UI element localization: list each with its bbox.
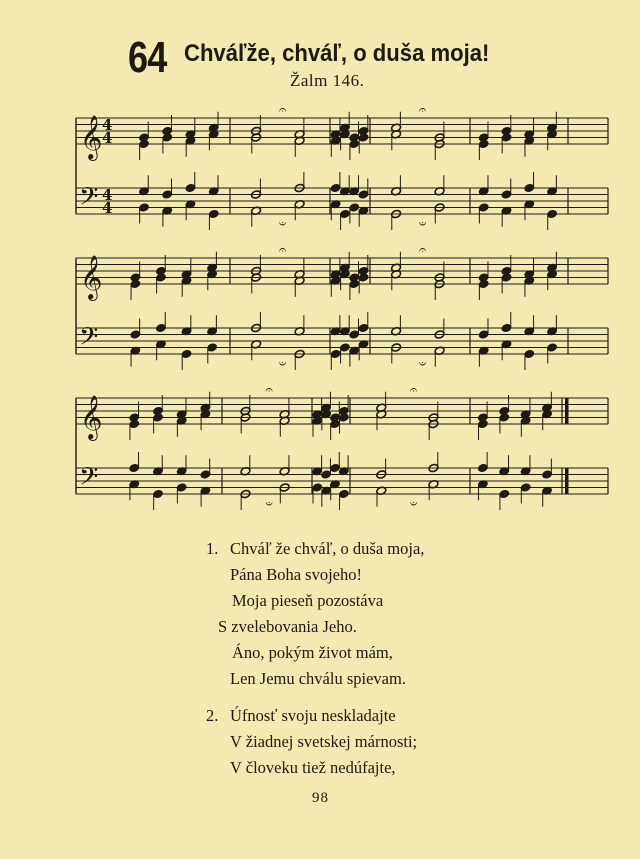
verse-number: 1. bbox=[206, 539, 219, 558]
page-number: 98 bbox=[312, 790, 329, 806]
treble-clef-icon: 𝄞 bbox=[80, 395, 103, 439]
fermata-icon: 𝄐 bbox=[419, 103, 427, 118]
verse-line: V človeku tiež nedúfajte, bbox=[230, 758, 396, 777]
final-barline bbox=[565, 398, 569, 424]
bass-time-signature-bottom: 4 bbox=[102, 199, 113, 217]
treble-time-signature-top: 4 bbox=[102, 116, 113, 134]
verse-1 bbox=[206, 536, 424, 692]
fermata-icon: 𝄑 bbox=[265, 497, 273, 512]
psalm-reference: Žalm 146. bbox=[290, 71, 365, 90]
fermata-icon: 𝄑 bbox=[279, 357, 287, 372]
fermata-icon: 𝄑 bbox=[419, 357, 427, 372]
fermata-icon: 𝄑 bbox=[410, 497, 418, 512]
fermata-icon: 𝄐 bbox=[410, 383, 418, 398]
verse-line: Moja pieseň pozostáva bbox=[232, 591, 384, 610]
bass-clef-icon: 𝄢 bbox=[79, 462, 99, 498]
bass-time-signature-top: 4 bbox=[102, 186, 113, 204]
final-barline bbox=[565, 468, 569, 494]
verse-line: S zvelebovania Jeho. bbox=[218, 617, 357, 636]
treble-time-signature-bottom: 4 bbox=[102, 129, 113, 147]
hymn-number: 64 bbox=[128, 33, 167, 82]
verse-number: 2. bbox=[206, 706, 219, 725]
verse-line: Len Jemu chválu spievam. bbox=[230, 669, 406, 688]
fermata-icon: 𝄑 bbox=[279, 217, 287, 232]
fermata-icon: 𝄐 bbox=[279, 243, 287, 258]
verse-line: V žiadnej svetskej márnosti; bbox=[230, 732, 418, 751]
verse-line: Pána Boha svojeho! bbox=[230, 565, 362, 584]
treble-clef-icon: 𝄞 bbox=[80, 255, 103, 299]
bass-clef-icon: 𝄢 bbox=[79, 322, 99, 358]
hymn-title: Chváľže, chváľ, o duša moja! bbox=[184, 40, 490, 67]
verse-line: Úfnosť svoju neskladajte bbox=[230, 706, 396, 725]
fermata-icon: 𝄑 bbox=[419, 217, 427, 232]
treble-clef-icon: 𝄞 bbox=[80, 115, 103, 159]
verse-2 bbox=[206, 703, 417, 781]
verse-line: Chváľ že chváľ, o duša moja, bbox=[230, 539, 425, 558]
fermata-icon: 𝄐 bbox=[419, 243, 427, 258]
fermata-icon: 𝄐 bbox=[279, 103, 287, 118]
bass-clef-icon: 𝄢 bbox=[79, 182, 99, 218]
fermata-icon: 𝄐 bbox=[265, 383, 273, 398]
verse-line: Áno, pokým život mám, bbox=[232, 643, 393, 662]
